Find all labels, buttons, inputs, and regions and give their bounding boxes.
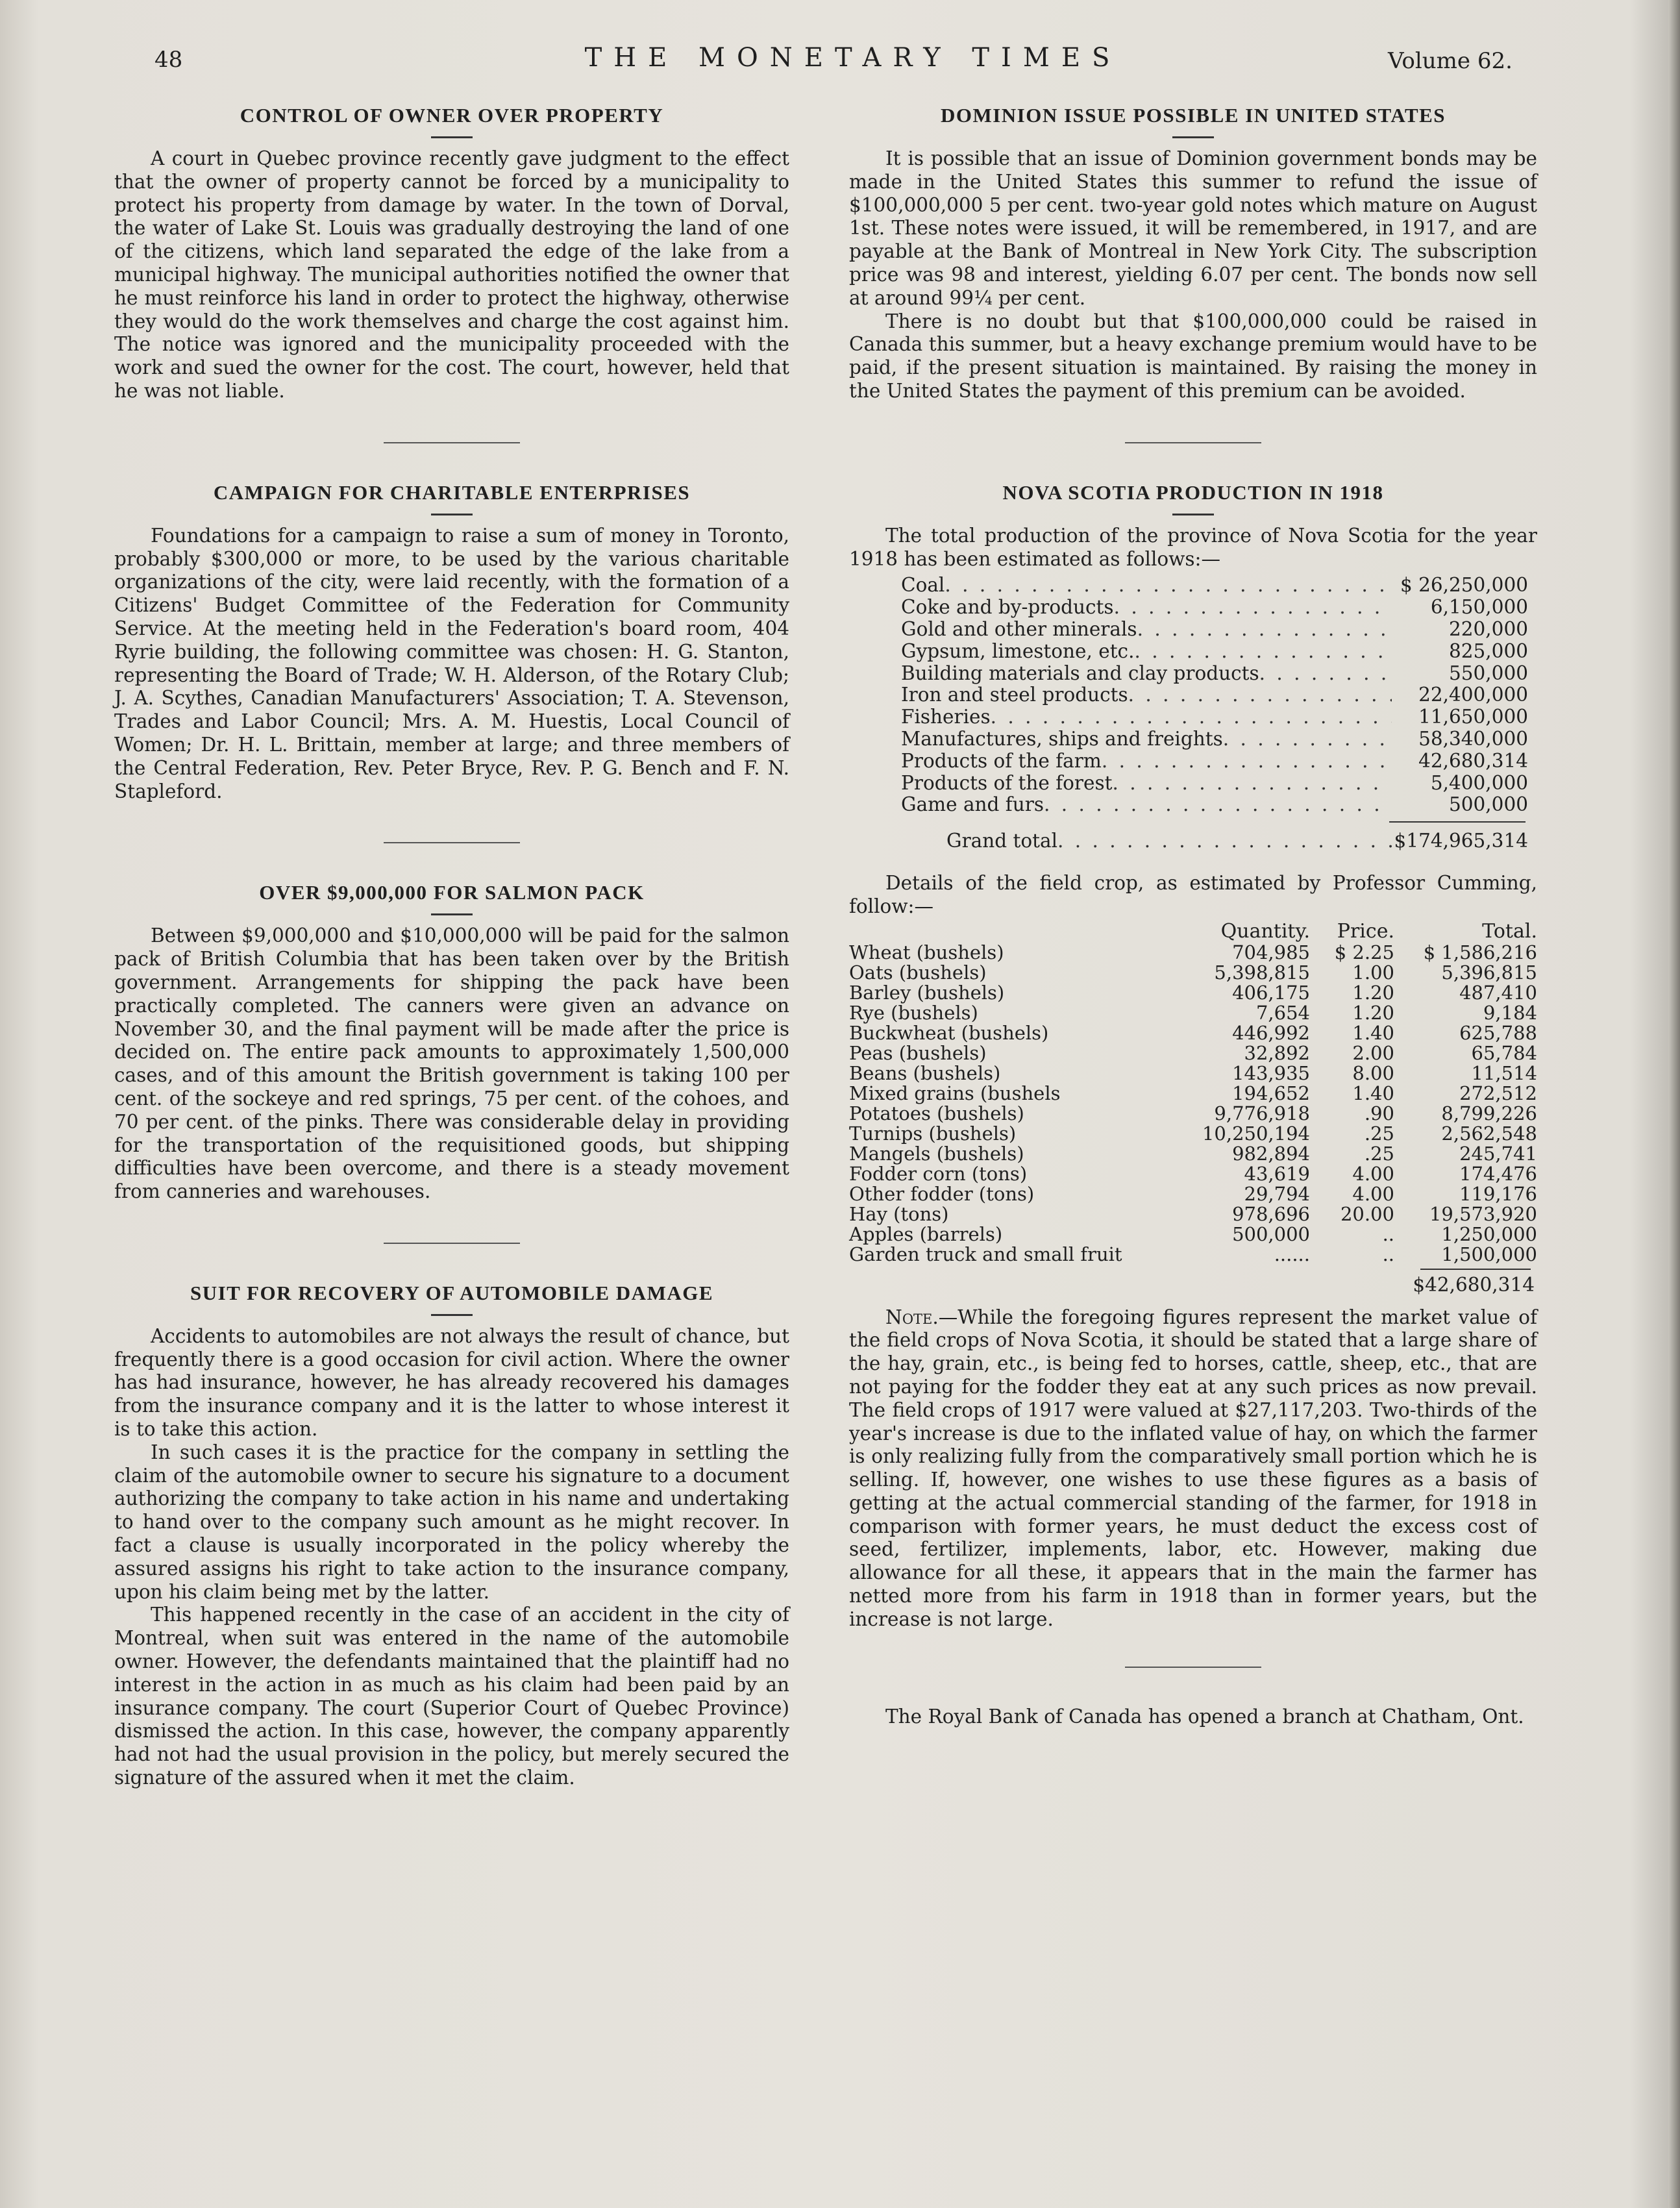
- crop-item: Garden truck and small fruit: [849, 1243, 1122, 1265]
- crop-item: Other fodder (tons): [849, 1182, 1035, 1205]
- crop-total-value: 5,396,815: [1441, 961, 1537, 984]
- page-header: [0, 43, 1680, 82]
- article-separator: [1125, 1667, 1261, 1668]
- crop-quantity: 446,992: [1232, 1021, 1310, 1044]
- article-title: DOMINION ISSUE POSSIBLE IN UNITED STATES: [940, 104, 1446, 127]
- crop-price: ..: [1382, 1222, 1394, 1245]
- grand-total-label: Grand total: [946, 830, 1058, 852]
- crop-row: [849, 1023, 1537, 1043]
- production-row: [849, 641, 1537, 663]
- crop-quantity: 500,000: [1232, 1222, 1310, 1245]
- left-column: [114, 104, 789, 1790]
- article-separator: [384, 1243, 520, 1244]
- production-item: Gold and other minerals: [901, 617, 1137, 640]
- crop-quantity: 194,652: [1232, 1082, 1310, 1104]
- production-item: Products of the forest: [901, 771, 1113, 794]
- crop-price: 2.00: [1352, 1041, 1394, 1064]
- crop-quantity: 29,794: [1244, 1182, 1310, 1205]
- crop-quantity: 5,398,815: [1214, 961, 1310, 984]
- article-separator: [384, 842, 520, 843]
- crop-quantity: 43,619: [1244, 1162, 1310, 1185]
- crop-table-body: [849, 943, 1537, 1265]
- article-paragraph: Details of the field crop, as estimated by Professor Cumming, follow:—: [849, 871, 1537, 917]
- total-rule: [1389, 821, 1526, 823]
- production-amount: 825,000: [1449, 639, 1528, 662]
- article-royal-bank: [849, 1706, 1537, 1729]
- production-list: [849, 575, 1537, 852]
- production-row: [849, 619, 1537, 641]
- total-header: Total.: [1482, 919, 1537, 943]
- article-title: CAMPAIGN FOR CHARITABLE ENTERPRISES: [213, 480, 691, 504]
- article-paragraph: Foundations for a campaign to raise a sum of money in Toronto, probably $300,000 or more, to be used by the various charitable organizations of the city, were laid recently, with the formation of a Citizens' Budget Committee of the Federation for Community Service. At the meeting held in the Federation's board room, 404 Ryrie building, the following committee was chosen: H. G. Stanton, representing the Board of Trade; W. H. Alderson, of the Rotary Club; J. A. Scythes, Canadian Manufacturers' Association; T. A. Stevenson, Trades and Labor Council; Mrs. A. M. Huestis, Local Council of Women; Dr. H. L. Brittain, member at large; and three members of the Central Federation, Rev. Peter Bryce, Rev. P. G. Bench and F. N. Stapleford.: [114, 524, 789, 802]
- production-row: [849, 773, 1537, 795]
- journal-title: THE MONETARY TIMES: [584, 43, 1122, 73]
- article-separator: [384, 442, 520, 443]
- crop-total-value: $ 1,586,216: [1423, 941, 1537, 963]
- article-separator: [1125, 442, 1261, 443]
- field-crop-table: [849, 921, 1537, 1265]
- page-edge-shadow: [1668, 0, 1680, 2208]
- crop-total-value: 1,500,000: [1441, 1243, 1537, 1265]
- article-paragraph: The Royal Bank of Canada has opened a branch at Chatham, Ont.: [885, 1705, 1524, 1728]
- crop-quantity: 982,894: [1232, 1142, 1310, 1165]
- crop-total-value: 11,514: [1471, 1061, 1537, 1084]
- crop-price: 20.00: [1340, 1202, 1394, 1225]
- production-item: Building materials and clay products: [901, 662, 1259, 684]
- crop-quantity: 143,935: [1232, 1061, 1310, 1084]
- production-amount: $ 26,250,000: [1400, 574, 1528, 597]
- crop-price: 4.00: [1352, 1162, 1394, 1185]
- article-charitable-campaign: [114, 481, 789, 804]
- crop-item: Mixed grains (bushels: [849, 1082, 1061, 1104]
- crop-row: [849, 1164, 1537, 1184]
- production-row: [849, 575, 1537, 597]
- price-header: Price.: [1337, 919, 1394, 943]
- crop-total-rule: [1420, 1269, 1531, 1270]
- crop-price: 1.20: [1352, 981, 1394, 1004]
- article-paragraph: In such cases it is the practice for the company in settling the claim of the automobile owner to secure his signature to a document authorizing the company to take action in his name and undertaking to hand over to the company such amount as he might recover. In fact a clause is usually incorporated in the policy whereby the assured assigns his right to take action to the insurance company, upon his claim being met by the latter.: [114, 1441, 789, 1603]
- crop-price: .25: [1364, 1122, 1394, 1145]
- article-title: OVER $9,000,000 FOR SALMON PACK: [259, 881, 645, 904]
- crop-item: Rye (bushels): [849, 1001, 978, 1024]
- crop-price: 1.20: [1352, 1001, 1394, 1024]
- crop-row: [849, 1245, 1537, 1265]
- article-paragraph: The total production of the province of Nova Scotia for the year 1918 has been estimated as follows:—: [849, 524, 1537, 570]
- crop-total-value: 174,476: [1459, 1162, 1537, 1185]
- crop-item: Turnips (bushels): [849, 1122, 1017, 1145]
- note-lead: Note.: [885, 1306, 939, 1328]
- crop-total: $42,680,314: [1413, 1273, 1535, 1296]
- crop-total-value: 8,799,226: [1441, 1102, 1537, 1124]
- article-paragraph: It is possible that an issue of Dominion government bonds may be made in the United States this summer to refund the issue of $100,000,000 5 per cent. two-year gold notes which mature on August 1st. These notes were issued, it will be remembered, in 1917, and are payable at the Bank of Montreal in New York City. The subscription price was 98 and interest, yielding 6.07 per cent. The bonds now sell at around 99¼ per cent.: [849, 147, 1537, 309]
- crop-total-value: 2,562,548: [1441, 1122, 1537, 1145]
- title-rule: [431, 136, 473, 138]
- crop-price: $ 2.25: [1334, 941, 1394, 963]
- production-amount: 5,400,000: [1430, 771, 1528, 794]
- crop-row: [849, 1063, 1537, 1084]
- crop-row: [849, 943, 1537, 963]
- article-paragraph: Between $9,000,000 and $10,000,000 will be paid for the salmon pack of British Columbia that has been taken over by the British government. Arrangements for shipping the pack have been practically completed. The canners were given an advance on November 30, and the final payment will be made after the price is decided on. The entire pack amounts to approximately 1,500,000 cases, and of this amount the British government is taking 100 per cent. of the sockeye and red springs, 75 per cent. of the cohoes, and 70 per cent. of the pinks. There was considerable delay in providing for the transportation of the requisitioned goods, but shipping difficulties have been overcome, and there is a steady movement from canneries and warehouses.: [114, 924, 789, 1203]
- article-paragraph: A court in Quebec province recently gave judgment to the effect that the owner of property cannot be forced by a municipality to protect his property from damage by water. In the town of Dorval, the water of Lake St. Louis was gradually destroying the land of one of the citizens, which land separated the edge of the lake from a municipal highway. The municipal authorities notified the owner that he must reinforce his land in order to protect the highway, otherwise they would do the work themselves and charge the cost against him. The notice was ignored and the municipality proceeded with the work and sued the owner for the cost. The court, however, held that he was not liable.: [114, 147, 789, 402]
- crop-item: Apples (barrels): [849, 1222, 1003, 1245]
- crop-price: 8.00: [1352, 1061, 1394, 1084]
- production-row: [849, 794, 1537, 816]
- crop-item: Fodder corn (tons): [849, 1162, 1028, 1185]
- production-row: [849, 597, 1537, 619]
- crop-row: [849, 1043, 1537, 1063]
- production-item: Coal: [901, 574, 945, 597]
- crop-price: 1.40: [1352, 1082, 1394, 1104]
- crop-row: [849, 1124, 1537, 1144]
- crop-item: Peas (bushels): [849, 1041, 987, 1064]
- production-item: Manufactures, ships and freights: [901, 727, 1223, 750]
- title-rule: [431, 913, 473, 915]
- crop-quantity: 7,654: [1255, 1001, 1310, 1024]
- quantity-header: Quantity.: [1220, 919, 1310, 943]
- article-title: CONTROL OF OWNER OVER PROPERTY: [240, 104, 664, 127]
- crop-row: [849, 1184, 1537, 1204]
- article-title: SUIT FOR RECOVERY OF AUTOMOBILE DAMAGE: [190, 1281, 714, 1304]
- grand-total-amount: $174,965,314: [1394, 830, 1528, 852]
- crop-quantity: 32,892: [1244, 1041, 1310, 1064]
- crop-total-value: 19,573,920: [1429, 1202, 1537, 1225]
- crop-quantity: 9,776,918: [1214, 1102, 1310, 1124]
- crop-row: [849, 1084, 1537, 1104]
- production-amount: 11,650,000: [1418, 706, 1528, 728]
- production-item: Iron and steel products: [901, 684, 1128, 706]
- crop-total-value: 65,784: [1471, 1041, 1537, 1064]
- crop-row: [849, 1144, 1537, 1164]
- production-row: [849, 706, 1537, 728]
- crop-quantity: ......: [1274, 1243, 1310, 1265]
- title-rule: [431, 514, 473, 515]
- crop-price: .90: [1364, 1102, 1394, 1124]
- production-item: Coke and by-products: [901, 596, 1114, 619]
- page-number: 48: [154, 47, 183, 73]
- crop-total-value: 625,788: [1459, 1021, 1537, 1044]
- article-nova-scotia: [849, 481, 1537, 1631]
- production-amount: 22,400,000: [1418, 684, 1528, 706]
- note-text: —While the foregoing figures represent the market value of the field crops of Nova Scotia, it should be stated that a large share of the hay, grain, etc., is being fed to horses, cattle, sheep, etc., that are not paying for the fodder they eat at any such prices as now prevail. The field crops of 1917 were valued at $27,117,203. Two-thirds of the year's increase is due to the inflated value of hay, on which the farmer is only realizing fully from the comparatively small portion which he is selling. If, however, one wishes to use these figures as a basis of getting at the actual commercial standing of the farmer, for 1918 in comparison with former years, he must deduct the excess cost of seed, fertilizer, implements, labor, etc. However, making due allowance for all these, it appears that in the main the farmer has netted more from his farm in 1918 than in former years, but the increase is not large.: [849, 1306, 1537, 1630]
- crop-quantity: 704,985: [1232, 941, 1310, 963]
- production-amount: 550,000: [1449, 662, 1528, 684]
- production-amount: 6,150,000: [1430, 596, 1528, 619]
- crop-row: [849, 1224, 1537, 1245]
- volume-number: Volume 62.: [1388, 48, 1513, 74]
- article-paragraph: Accidents to automobiles are not always the result of chance, but frequently there is a good occasion for civil action. Where the owner has had insurance, however, he has already recovered his damages from the insurance company and it is the latter to whose interest it is to take this action.: [114, 1324, 789, 1441]
- crop-price: 1.40: [1352, 1021, 1394, 1044]
- crop-row: [849, 983, 1537, 1003]
- crop-price: 1.00: [1352, 961, 1394, 984]
- article-paragraph: This happened recently in the case of an accident in the city of Montreal, when suit was entered in the name of the automobile owner. However, the defendants maintained that the plaintiff had no interest in the action in as much as his claim had been paid by an insurance company. The court (Superior Court of Quebec Province) dismissed the action. In this case, however, the company apparently had not had the usual provision in the policy, but merely secured the signature of the assured when it met the claim.: [114, 1604, 789, 1789]
- crop-row: [849, 1003, 1537, 1023]
- production-amount: 58,340,000: [1418, 727, 1528, 750]
- crop-quantity: 978,696: [1232, 1202, 1310, 1225]
- production-item: Game and furs: [901, 793, 1044, 816]
- crop-item: Buckwheat (bushels): [849, 1021, 1049, 1044]
- production-amount: 220,000: [1449, 617, 1528, 640]
- production-row: [849, 663, 1537, 685]
- crop-row: [849, 1104, 1537, 1124]
- production-item: Gypsum, limestone, etc.: [901, 639, 1135, 662]
- right-column: [849, 104, 1537, 1728]
- crop-price: ..: [1382, 1243, 1394, 1265]
- note-paragraph: [849, 1306, 1537, 1631]
- crop-item: Mangels (bushels): [849, 1142, 1024, 1165]
- crop-total-value: 9,184: [1483, 1001, 1537, 1024]
- grand-total-row: [849, 830, 1537, 852]
- title-rule: [1172, 514, 1214, 515]
- crop-total-value: 245,741: [1459, 1142, 1537, 1165]
- crop-total-value: 119,176: [1459, 1182, 1537, 1205]
- crop-total-value: 1,250,000: [1441, 1222, 1537, 1245]
- crop-item: Wheat (bushels): [849, 941, 1004, 963]
- crop-total-value: 487,410: [1459, 981, 1537, 1004]
- article-control-of-owner: [114, 104, 789, 403]
- article-paragraph: There is no doubt but that $100,000,000 could be raised in Canada this summer, but a heavy exchange premium would have to be paid, if the present situation is maintained. By raising the money in the United States the payment of this premium can be avoided.: [849, 310, 1537, 402]
- article-dominion-issue: [849, 104, 1537, 403]
- crop-total-value: 272,512: [1459, 1082, 1537, 1104]
- crop-item: Barley (bushels): [849, 981, 1005, 1004]
- title-rule: [431, 1314, 473, 1316]
- article-salmon-pack: [114, 881, 789, 1204]
- production-row: [849, 684, 1537, 706]
- production-item: Products of the farm: [901, 749, 1102, 772]
- crop-item: Beans (bushels): [849, 1061, 1001, 1084]
- article-title: NOVA SCOTIA PRODUCTION IN 1918: [1002, 480, 1384, 504]
- crop-item: Oats (bushels): [849, 961, 987, 984]
- crop-price: .25: [1364, 1142, 1394, 1165]
- crop-item: Hay (tons): [849, 1202, 949, 1225]
- production-row: [849, 728, 1537, 750]
- crop-quantity: 406,175: [1232, 981, 1310, 1004]
- production-item: Fisheries: [901, 706, 991, 728]
- production-amount: 500,000: [1449, 793, 1528, 816]
- article-automobile-damage: [114, 1282, 789, 1790]
- crop-quantity: 10,250,194: [1202, 1122, 1310, 1145]
- crop-item: Potatoes (bushels): [849, 1102, 1024, 1124]
- crop-row: [849, 963, 1537, 983]
- title-rule: [1172, 136, 1214, 138]
- crop-row: [849, 1204, 1537, 1224]
- production-amount: 42,680,314: [1418, 749, 1528, 772]
- crop-table-header: [849, 921, 1537, 943]
- crop-price: 4.00: [1352, 1182, 1394, 1205]
- production-row: [849, 750, 1537, 773]
